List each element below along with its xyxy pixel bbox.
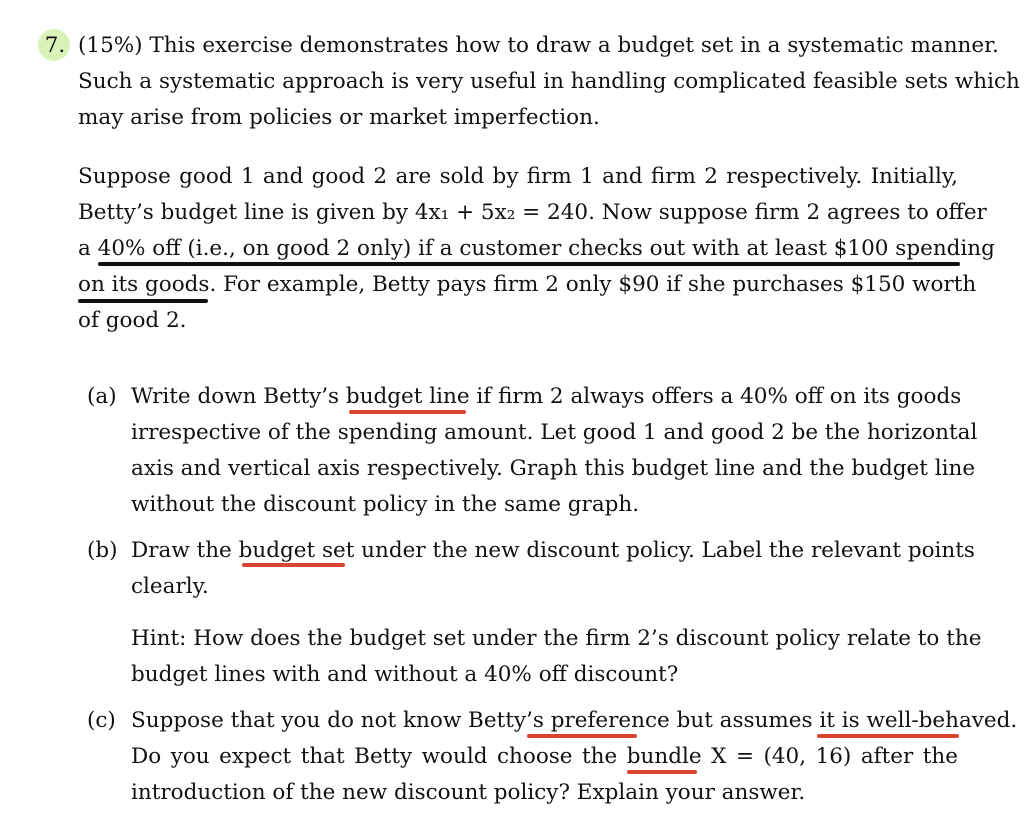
part-c-label: (c) (87, 708, 116, 733)
intro-line-2: Such a systematic approach is very useful in handling complicated feasible sets which (78, 69, 1020, 94)
part-a-line-3: axis and vertical axis respectively. Graph this budget line and the budget line (131, 456, 976, 481)
underline-bundle (627, 770, 697, 774)
part-a-label: (a) (87, 384, 117, 409)
part-b-line-1: Draw the budget set under the new discount policy. Label the relevant points (131, 538, 975, 563)
underline-on-its-goods (78, 299, 208, 303)
part-c-line-3: introduction of the new discount policy? Explain your answer. (131, 780, 806, 805)
part-c-line-2: Do you expect that Betty would choose the bundle X = (40, 16) after the (131, 744, 958, 769)
setup-line-5: of good 2. (78, 308, 187, 333)
setup-line-4: on its goods. For example, Betty pays firm 2 only $90 if she purchases $150 worth (78, 272, 977, 297)
part-a-line-2: irrespective of the spending amount. Let good 1 and good 2 be the horizontal (131, 420, 978, 445)
part-b-line-2: clearly. (131, 574, 209, 599)
intro-line-3: may arise from policies or market imperfection. (78, 105, 600, 130)
part-a-line-1: Write down Betty’s budget line if firm 2 always offers a 40% off on its goods (131, 384, 962, 409)
problem-number (36, 29, 74, 63)
part-b-label: (b) (87, 538, 118, 563)
hint-line-1: Hint: How does the budget set under the firm 2’s discount policy relate to the (131, 626, 982, 651)
underline-budget-set (242, 563, 345, 567)
part-a-line-4: without the discount policy in the same graph. (131, 492, 640, 517)
underline-budget-line (349, 410, 466, 414)
underline-well-behaved (817, 734, 959, 738)
setup-line-3: a 40% off (i.e., on good 2 only) if a customer checks out with at least $100 spending (78, 236, 995, 261)
setup-line-1: Suppose good 1 and good 2 are sold by firm 1 and firm 2 respectively. Initially, (78, 164, 958, 189)
underline-discount-condition (98, 262, 960, 266)
underline-preference (527, 734, 637, 738)
setup-line-2: Betty’s budget line is given by 4x₁ + 5x₂ = 240. Now suppose firm 2 agrees to offer (78, 200, 987, 225)
problem-number-label: 7. (44, 33, 66, 58)
intro-line-1: (15%) This exercise demonstrates how to draw a budget set in a systematic manner. (78, 33, 999, 58)
part-c-line-1: Suppose that you do not know Betty’s preference but assumes it is well-behaved. (131, 708, 1018, 733)
hint-line-2: budget lines with and without a 40% off discount? (131, 662, 679, 687)
